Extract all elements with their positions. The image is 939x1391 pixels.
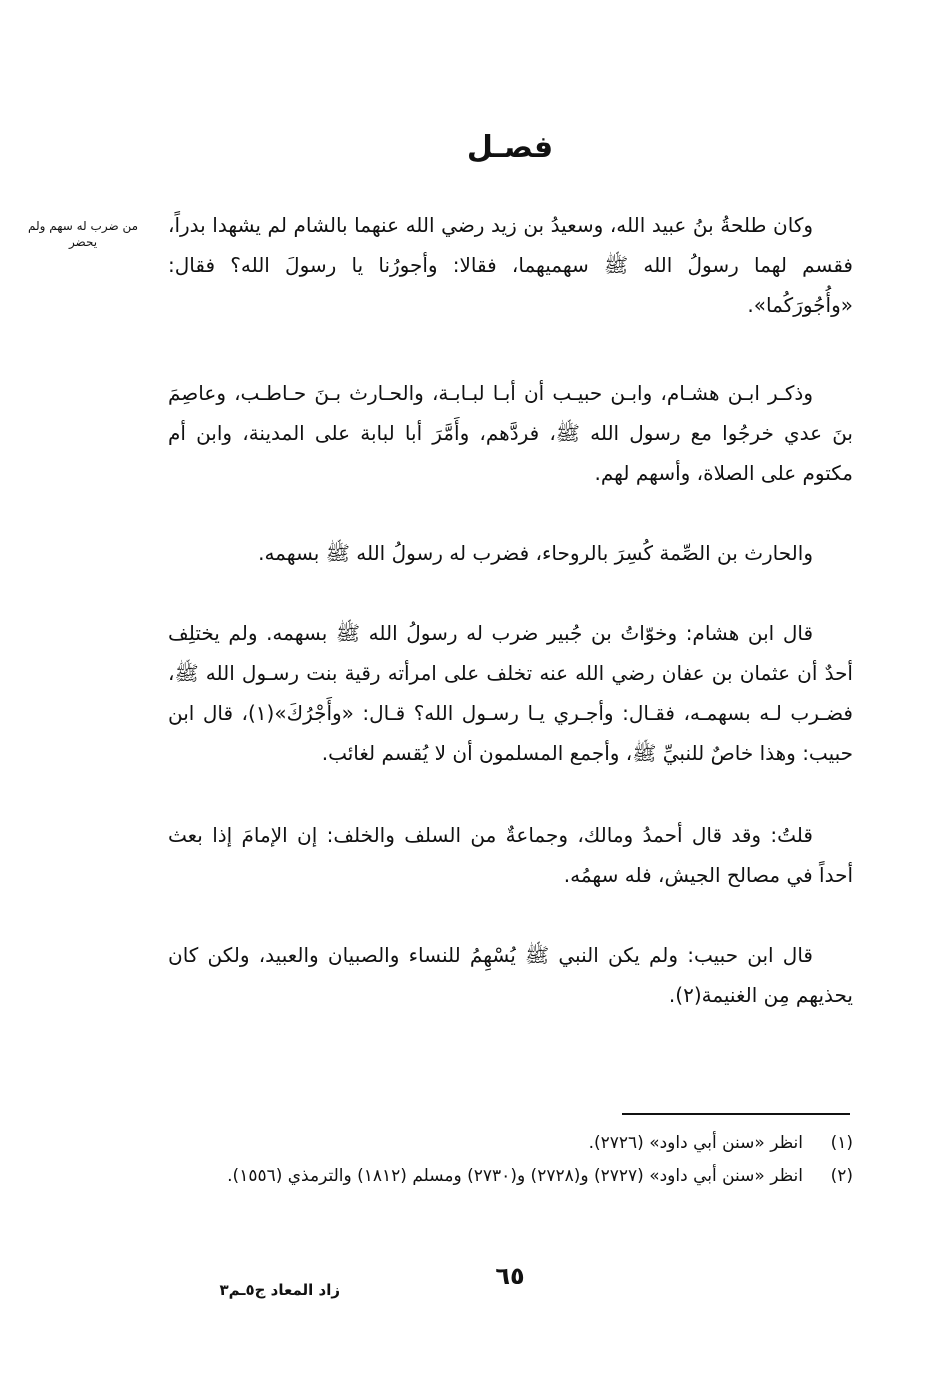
paragraph: والحارث بن الصِّمة كُسِرَ بالروحاء، فضرب له رسولُ الله ﷺ بسهمه. — [258, 541, 813, 565]
margin-note: من ضرب له سهم ولم يحضر — [27, 219, 139, 249]
footnotes — [180, 1130, 853, 1196]
paragraph: قال ابن حبيب: ولم يكن النبي ﷺ يُسْهِمُ للنساء والصبيان والعبيد، ولكن كان يحذيهم مِن الغنيمة(٢). — [168, 943, 853, 1007]
footnote-text: انظر «سنن أبي داود» (٢٧٢٦). — [588, 1133, 803, 1153]
footnote — [180, 1130, 853, 1157]
paragraph: وذكـر ابـن هشـام، وابـن حبيـب أن أبـا لبـابـة، والحـارث بـنَ حـاطـب، وعاصِمَ بنَ عدي خرجُوا مع رسول الله ﷺ، فردَّهم، وأَمَّرَ أبا لبابة على المدينة، وابن أم مكتوم على الصلاة، وأسهم لهم. — [168, 381, 853, 485]
footnote-divider — [622, 1113, 850, 1115]
paragraph: وكان طلحةُ بنُ عبيد الله، وسعيدُ بن زيد رضي الله عنهما بالشام لم يشهدا بدراً، فقسم لهما رسولُ الله ﷺ سهميهما، فقالا: وأجورُنا يا رسولَ الله؟ فقال: «وأُجُورَكُما». — [168, 213, 853, 317]
footnote-number: (٢) — [830, 1166, 853, 1186]
main-text — [168, 205, 853, 1015]
section-heading: فصـل — [466, 130, 554, 165]
footnote — [180, 1163, 853, 1190]
paragraph: قال ابن هشام: وخوّاتُ بن جُبير ضرب له رسولُ الله ﷺ بسهمه. ولم يختلِف أحدٌ أن عثمان بن عفان رضي الله عنه تخلف على امرأته رقية بنت رسـول الله ﷺ، فضـرب لـه بسهمـه، فقـال: وأجـري يـا رسـول الله؟ قـال: «وأَجْرُكَ»(١)، قال ابن حبيب: وهذا خاصٌ للنبيِّ ﷺ، وأجمع المسلمون أن لا يُقسم لغائب. — [168, 621, 853, 765]
page-number: ٦٥ — [495, 1262, 525, 1290]
footnote-text: انظر «سنن أبي داود» (٢٧٢٧) و(٢٧٢٨) و(٢٧٣٠) ومسلم (١٨١٢) والترمذي (١٥٥٦). — [227, 1166, 803, 1186]
paragraph: قلتُ: وقد قال أحمدُ ومالك، وجماعةٌ من السلف والخلف: إن الإمامَ إذا بعث أحداً في مصالح الجيش، فله سهمُه. — [168, 823, 853, 887]
footnote-number: (١) — [830, 1133, 853, 1153]
book-signature: زاد المعاد ج٥ـم٣ — [219, 1281, 340, 1299]
